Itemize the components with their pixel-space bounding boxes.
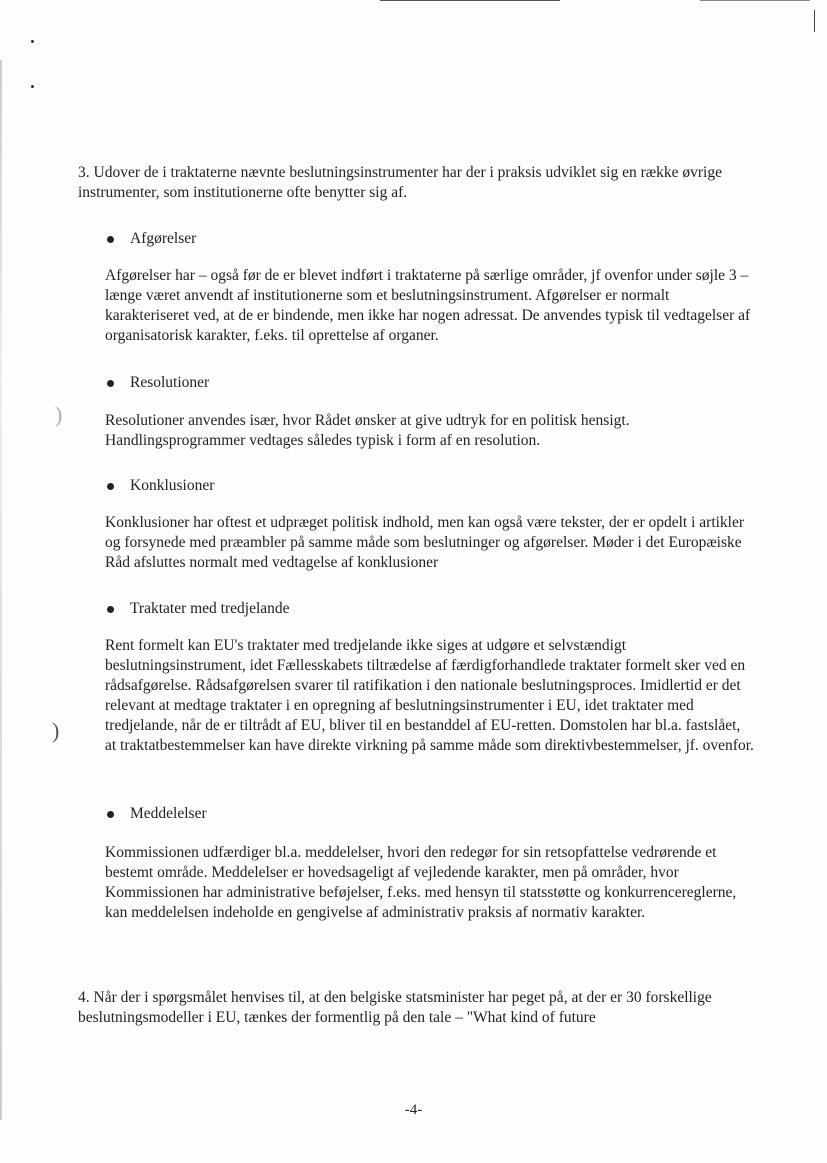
scan-artifact xyxy=(700,0,810,1)
section-body: Rent formelt kan EU's traktater med tredjelande ikke siges at udgøre et selvstændigt beslutningsinstrument, idet Fællesskabets tiltrædelse af færdigforhandlede traktater formelt sker ved en rådsafgørelse. Rådsafgørelsen svarer til ratifikation i den nationale beslutningsproces. Imidlertid er det relevant at medtage traktater i en opregning af beslutningsinstrumenter i EU, idet traktater med tredjelande, når de er tiltrådt af EU, bliver til en bestanddel af EU-retten. Domstolen har bl.a. fastslået, at traktatbestemmelser kan have direkte virkning på samme måde som direktivbestemmelser, jf. ovenfor. xyxy=(105,637,754,754)
section-body: Afgørelser har – også før de er blevet indført i traktaterne på særlige områder, jf ovenfor under søjle 3 – længe været anvendt af institutionerne som et beslutningsinstrument. Afgørelser er normalt karakteriseret ved, at de er bindende, men ikke har nogen adressat. De anvendes typisk til vedtagelser af organisatorisk karakter, f.eks. til oprettelse af organer. xyxy=(105,267,751,344)
bullet-heading xyxy=(107,229,196,249)
page-number: -4- xyxy=(404,1102,423,1118)
section-heading: Konklusioner xyxy=(130,477,215,494)
section-heading: Meddelelser xyxy=(130,805,207,822)
scan-speck xyxy=(31,85,34,88)
bullet-icon xyxy=(107,811,114,818)
section-body: Kommissionen udfærdiger bl.a. meddelelser, hvori den redegør for sin retsopfattelse vedrørende et bestemt område. Meddelelser er hovedsageligt af vejledende karakter, men på områder, hvor Kommissionen har administrative beføjelser, f.eks. med hensyn til statsstøtte og konkurrencereglerne, kan meddelelsen indeholde en gengivelse af administrativ praksis af normativ karakter. xyxy=(105,844,737,921)
bullet-heading xyxy=(107,804,207,824)
bullet-icon xyxy=(107,483,114,490)
bullet-icon xyxy=(107,236,114,243)
bullet-icon xyxy=(107,606,114,613)
bullet-heading xyxy=(107,599,290,619)
bullet-icon xyxy=(107,380,114,387)
punch-hole-mark: ) xyxy=(55,402,63,427)
section-heading: Afgørelser xyxy=(130,230,197,247)
punch-hole-mark: ) xyxy=(52,718,60,743)
bullet-heading xyxy=(107,476,214,496)
bullet-heading xyxy=(107,373,209,393)
scan-artifact xyxy=(814,10,815,32)
scan-artifact xyxy=(380,0,560,1)
section-body: Resolutioner anvendes især, hvor Rådet ønsker at give udtryk for en politisk hensigt. Handlingsprogrammer vedtages således typisk i form af en resolution. xyxy=(105,412,630,449)
scan-speck xyxy=(31,40,34,43)
section-heading: Traktater med tredjelande xyxy=(130,600,290,617)
section-heading: Resolutioner xyxy=(130,374,210,391)
paragraph-3: 3. Udover de i traktaterne nævnte beslutningsinstrumenter har der i praksis udviklet sig en række øvrige instrumenter, som institutionerne ofte benytter sig af. xyxy=(78,164,722,201)
scan-edge xyxy=(0,60,2,1120)
paragraph-4: 4. Når der i spørgsmålet henvises til, at den belgiske statsminister har peget på, at der er 30 forskellige beslutningsmodeller i EU, tænkes der formentlig på den tale – "What kind of future xyxy=(78,989,712,1026)
section-body: Konklusioner har oftest et udpræget politisk indhold, men kan også være tekster, der er opdelt i artikler og forsynede med præambler på samme måde som beslutninger og afgørelser. Møder i det Europæiske Råd afsluttes normalt med vedtagelse af konklusioner xyxy=(105,514,745,571)
